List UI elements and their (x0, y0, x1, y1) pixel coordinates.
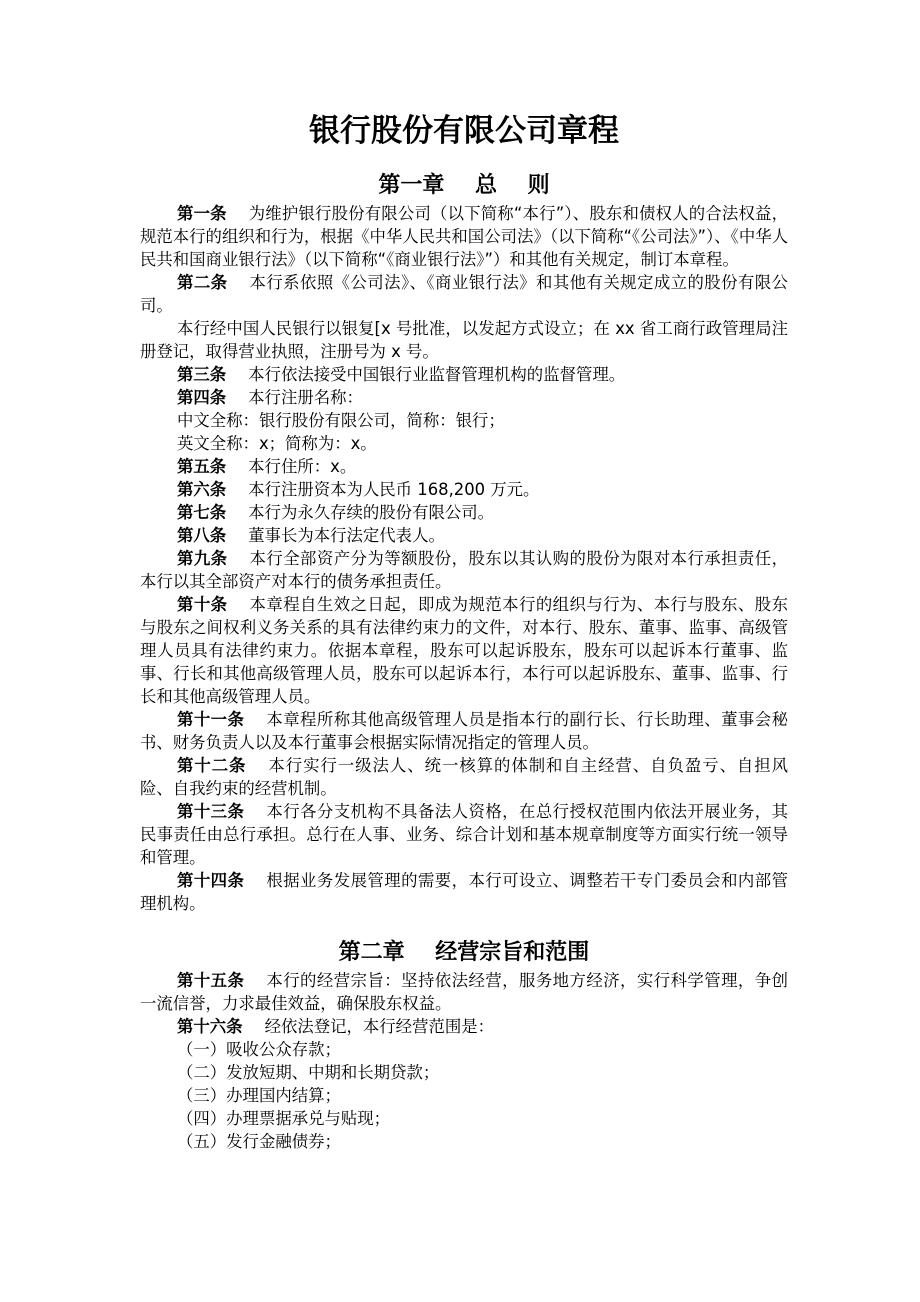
article-paragraph (140, 386, 788, 409)
chapter-body (140, 202, 788, 915)
article-text: 本章程自生效之日起，即成为规范本行的组织与行为、本行与股东、股东与股东之间权利义务关系的具有法律约束力的文件，对本行、股东、董事、监事、高级管理人员具有法律约束力。依据本章程，股东可以起诉股东，股东可以起诉本行董事、监事、行长和其他高级管理人员，股东可以起诉本行，本行可以起诉股东、董事、监事、行长和其他高级管理人员。 (140, 595, 789, 706)
scope-list (140, 1038, 788, 1153)
article-number: 第十五条 (177, 971, 245, 990)
article-text: 本行依法接受中国银行业监督管理机构的监督管理。 (248, 365, 626, 384)
article-paragraph (140, 547, 788, 593)
article-number: 第一条 (177, 204, 227, 223)
scope-item: （二）发放短期、中期和长期贷款； (177, 1063, 440, 1082)
article-paragraph (140, 754, 788, 800)
article-paragraph (140, 800, 788, 869)
article-text: 本章程所称其他高级管理人员是指本行的副行长、行长助理、董事会秘书、财务负责人以及本行董事会根据实际情况指定的管理人员。 (140, 710, 789, 752)
article-paragraph (140, 969, 788, 1015)
article-number: 第九条 (177, 549, 228, 568)
article-paragraph (140, 455, 788, 478)
article-paragraph (140, 363, 788, 386)
article-text: 本行系依照《公司法》、《商业银行法》和其他有关规定成立的股份有限公司。 (140, 273, 789, 315)
article-text: 经依法登记，本行经营范围是： (264, 1017, 495, 1036)
article-text: 中文全称：银行股份有限公司，简称：银行； (177, 411, 505, 430)
article-text: 为维护银行股份有限公司（以下简称“本行”）、股东和债权人的合法权益，规范本行的组织和行为，根据《中华人民共和国公司法》（以下简称“《公司法》”）、《中华人民共和国商业银行法》（以下简称“《商业银行法》”）和其他有关规定，制订本章程。 (140, 204, 789, 269)
article-number: 第十二条 (177, 756, 247, 775)
article-text: 根据业务发展管理的需要，本行可设立、调整若干专门委员会和内部管理机构。 (140, 871, 789, 913)
article-text: 本行的经营宗旨：坚持依法经营，服务地方经济，实行科学管理，争创一流信誉，力求最佳效益，确保股东权益。 (140, 971, 789, 1013)
article-paragraph (140, 478, 788, 501)
article-number: 第四条 (177, 388, 227, 407)
article-text: 本行经中国人民银行以银复[x 号批准，以发起方式设立；在 xx 省工商行政管理局注册登记，取得营业执照，注册号为 x 号。 (140, 319, 788, 361)
scope-item: （五）发行金融债券； (177, 1132, 341, 1151)
article-text: 本行全部资产分为等额股份，股东以其认购的股份为限对本行承担责任，本行以其全部资产对本行的债务承担责任。 (140, 549, 789, 591)
article-paragraph (140, 1015, 788, 1038)
article-number: 第二条 (177, 273, 228, 292)
article-paragraph (140, 593, 788, 708)
article-number: 第八条 (177, 526, 227, 545)
document-page (140, 108, 788, 1153)
article-text: 本行注册资本为人民币 168,200 万元。 (248, 480, 540, 499)
article-number: 第三条 (177, 365, 227, 384)
article-number: 第十四条 (177, 871, 245, 890)
article-number: 第十一条 (177, 710, 245, 729)
article-text: 董事长为本行法定代表人。 (248, 526, 445, 545)
article-paragraph (140, 524, 788, 547)
article-text: 本行注册名称： (248, 388, 363, 407)
chapter-body (140, 969, 788, 1038)
article-paragraph (140, 869, 788, 915)
article-number: 第五条 (177, 457, 227, 476)
article-paragraph (140, 409, 788, 432)
article-paragraph (140, 708, 788, 754)
article-paragraph (140, 271, 788, 317)
article-paragraph (140, 317, 788, 363)
article-text: 本行为永久存续的股份有限公司。 (248, 503, 495, 522)
article-number: 第七条 (177, 503, 227, 522)
article-number: 第十六条 (177, 1017, 243, 1036)
article-text: 本行住所：x。 (248, 457, 357, 476)
article-number: 第十条 (177, 595, 228, 614)
scope-item: （四）办理票据承兑与贴现； (177, 1109, 391, 1128)
article-number: 第十三条 (177, 802, 245, 821)
article-text: 本行实行一级法人、统一核算的体制和自主经营、自负盈亏、自担风险、自我约束的经营机制。 (140, 756, 789, 798)
article-paragraph (140, 501, 788, 524)
chapter-heading: 第二章 经营宗旨和范围 (338, 940, 590, 965)
chapter-heading: 第一章 总 则 (378, 173, 550, 198)
scope-item: （一）吸收公众存款； (177, 1040, 341, 1059)
scope-item: （三）办理国内结算； (177, 1086, 341, 1105)
article-paragraph (140, 202, 788, 271)
document-title: 银行股份有限公司章程 (309, 113, 619, 149)
article-text: 本行各分支机构不具备法人资格，在总行授权范围内依法开展业务，其民事责任由总行承担。总行在人事、业务、综合计划和基本规章制度等方面实行统一领导和管理。 (140, 802, 789, 867)
article-text: 英文全称：x；简称为：x。 (177, 434, 377, 453)
article-paragraph (140, 432, 788, 455)
article-number: 第六条 (177, 480, 227, 499)
